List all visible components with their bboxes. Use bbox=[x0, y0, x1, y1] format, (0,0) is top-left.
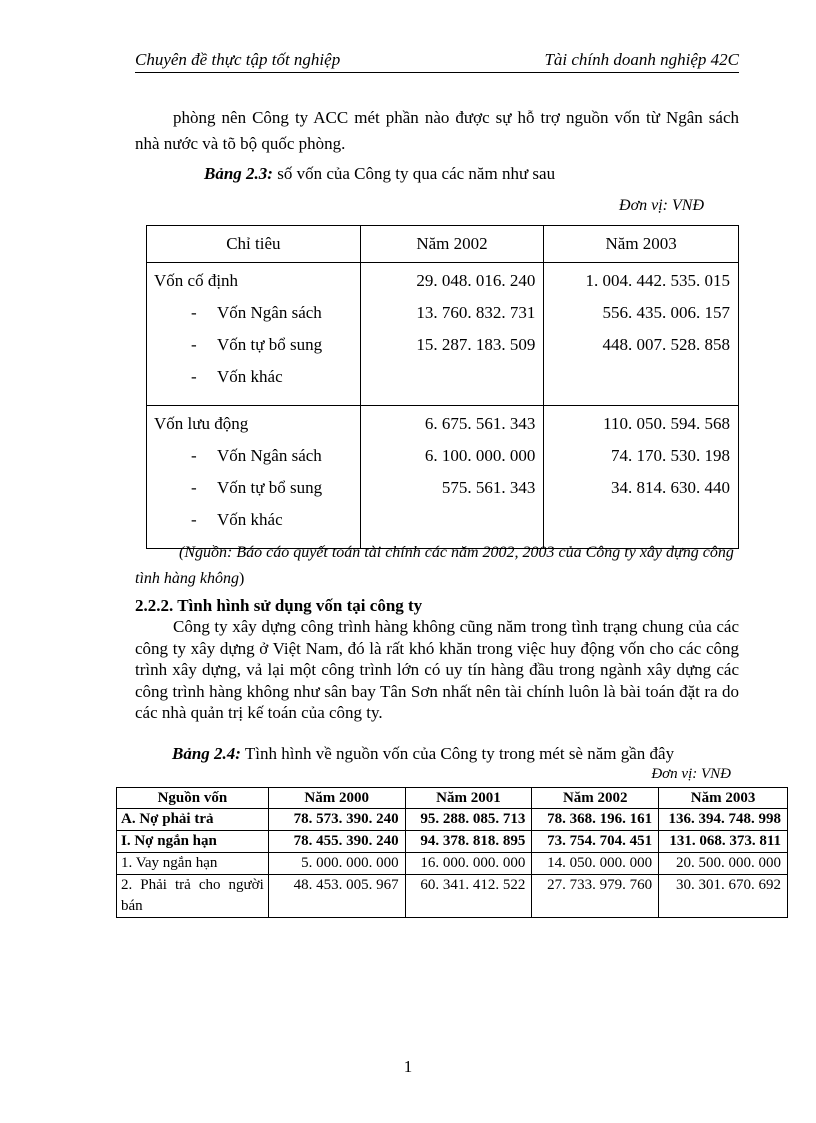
cell-value: 78. 368. 196. 161 bbox=[532, 809, 659, 831]
page-header bbox=[135, 50, 739, 73]
cell-value: 73. 754. 704. 451 bbox=[532, 831, 659, 853]
table2-caption-label: Bảng 2.4: bbox=[172, 744, 241, 763]
column-header: Năm 2003 bbox=[659, 788, 788, 809]
cell-value: 30. 301. 670. 692 bbox=[659, 875, 788, 918]
cell-value: 78. 573. 390. 240 bbox=[268, 809, 405, 831]
cell-value bbox=[360, 367, 544, 406]
cell-value: 60. 341. 412. 522 bbox=[405, 875, 532, 918]
row-label: Vốn tự bổ sung bbox=[217, 335, 323, 354]
bullet-dash: - bbox=[191, 510, 197, 529]
cell-value: 6. 675. 561. 343 bbox=[360, 406, 544, 447]
table2-caption-text: Tình hình về nguồn vốn của Công ty trong mét sè năm gần đây bbox=[240, 744, 675, 763]
table2-caption bbox=[172, 744, 674, 764]
page-number: 1 bbox=[403, 1057, 413, 1076]
cell-value: 556. 435. 006. 157 bbox=[544, 303, 739, 335]
cell-value: 14. 050. 000. 000 bbox=[532, 853, 659, 875]
cell-value: 34. 814. 630. 440 bbox=[544, 478, 739, 510]
table1-caption bbox=[204, 164, 555, 184]
bullet-dash: - bbox=[191, 478, 197, 497]
cell-value: 6. 100. 000. 000 bbox=[360, 446, 544, 478]
bullet-dash: - bbox=[191, 335, 197, 354]
table-row bbox=[117, 853, 788, 875]
cell-value: 16. 000. 000. 000 bbox=[405, 853, 532, 875]
row-label: Vốn Ngân sách bbox=[217, 446, 322, 465]
table1-caption-label: Bảng 2.3: bbox=[204, 164, 273, 183]
row-label: Vốn cố định bbox=[147, 263, 361, 304]
table1-unit: Đơn vị: VNĐ bbox=[619, 197, 704, 214]
table1-caption-text: số vốn của Công ty qua các năm như sau bbox=[272, 164, 556, 183]
cell-value: 136. 394. 748. 998 bbox=[659, 809, 788, 831]
section-paragraph: Công ty xây dựng công trình hàng không cũng năm trong tình trạng chung của các công ty xây dựng ở Việt Nam, đó là rất khó khăn trong việc huy động vốn cho các công trình xây dựng, vả lại một công trình lớn có uy tín hàng đầu trong ngành xây dựng các công trình hàng không như sân bay Tân Sơn nhất nên tài chính luôn là bài toán đặt ra do các nhà quản trị kế toán của công ty. bbox=[135, 617, 739, 722]
section-heading: 2.2.2. Tình hình sử dụng vốn tại công ty bbox=[135, 596, 423, 615]
row-label: I. Nợ ngắn hạn bbox=[117, 831, 269, 853]
table-row bbox=[117, 875, 788, 918]
table-header-row bbox=[117, 788, 788, 809]
table-row bbox=[147, 367, 739, 406]
cell-value: 15. 287. 183. 509 bbox=[360, 335, 544, 367]
intro-paragraph: phòng nên Công ty ACC mét phần nào được sự hỗ trợ nguồn vốn từ Ngân sách nhà nước và tõ bộ quốc phòng. bbox=[135, 108, 739, 153]
cell-value: 131. 068. 373. 811 bbox=[659, 831, 788, 853]
source-note bbox=[135, 540, 739, 592]
cell-value: 13. 760. 832. 731 bbox=[360, 303, 544, 335]
bullet-dash: - bbox=[191, 446, 197, 465]
cell-value: 94. 378. 818. 895 bbox=[405, 831, 532, 853]
bullet-dash: - bbox=[191, 367, 197, 386]
table-row bbox=[117, 809, 788, 831]
table-row bbox=[147, 263, 739, 304]
cell-value: 78. 455. 390. 240 bbox=[268, 831, 405, 853]
table-row bbox=[117, 831, 788, 853]
table2-unit: Đơn vị: VNĐ bbox=[651, 766, 731, 782]
table-row bbox=[147, 478, 739, 510]
cell-value: 575. 561. 343 bbox=[360, 478, 544, 510]
row-label: 2. Phải trả cho người bán bbox=[117, 875, 269, 918]
row-label: Vốn khác bbox=[217, 367, 283, 386]
source-note-text: (Nguồn: Báo cáo quyết toán tài chính các năm 2002, 2003 của Công ty xây dựng công tình hàng không bbox=[135, 544, 734, 587]
column-header: Năm 2001 bbox=[405, 788, 532, 809]
column-header: Năm 2002 bbox=[360, 226, 544, 263]
column-header: Năm 2002 bbox=[532, 788, 659, 809]
cell-value: 74. 170. 530. 198 bbox=[544, 446, 739, 478]
table-header-row bbox=[147, 226, 739, 263]
cell-value: 1. 004. 442. 535. 015 bbox=[544, 263, 739, 304]
cell-value: 48. 453. 005. 967 bbox=[268, 875, 405, 918]
cell-value: 20. 500. 000. 000 bbox=[659, 853, 788, 875]
column-header: Chỉ tiêu bbox=[147, 226, 361, 263]
cell-value: 448. 007. 528. 858 bbox=[544, 335, 739, 367]
bullet-dash: - bbox=[191, 303, 197, 322]
row-label: Vốn khác bbox=[217, 510, 283, 529]
cell-value bbox=[544, 367, 739, 406]
capital-source-table bbox=[116, 787, 788, 918]
row-label: Vốn tự bổ sung bbox=[217, 478, 323, 497]
header-right: Tài chính doanh nghiệp 42C bbox=[544, 50, 739, 69]
row-label: A. Nợ phải trả bbox=[117, 809, 269, 831]
row-label: Vốn Ngân sách bbox=[217, 303, 322, 322]
header-left: Chuyên đề thực tập tốt nghiệp bbox=[135, 50, 341, 69]
column-header: Năm 2003 bbox=[544, 226, 739, 263]
table-row bbox=[147, 406, 739, 447]
cell-value: 27. 733. 979. 760 bbox=[532, 875, 659, 918]
column-header: Năm 2000 bbox=[268, 788, 405, 809]
cell-value: 29. 048. 016. 240 bbox=[360, 263, 544, 304]
cell-value: 110. 050. 594. 568 bbox=[544, 406, 739, 447]
cell-value: 95. 288. 085. 713 bbox=[405, 809, 532, 831]
table-row bbox=[147, 446, 739, 478]
row-label: 1. Vay ngắn hạn bbox=[117, 853, 269, 875]
capital-table bbox=[146, 225, 739, 549]
column-header: Nguồn vốn bbox=[117, 788, 269, 809]
table-row bbox=[147, 303, 739, 335]
row-label: Vốn lưu động bbox=[147, 406, 361, 447]
source-note-close: ) bbox=[239, 570, 245, 587]
table-row bbox=[147, 335, 739, 367]
cell-value: 5. 000. 000. 000 bbox=[268, 853, 405, 875]
